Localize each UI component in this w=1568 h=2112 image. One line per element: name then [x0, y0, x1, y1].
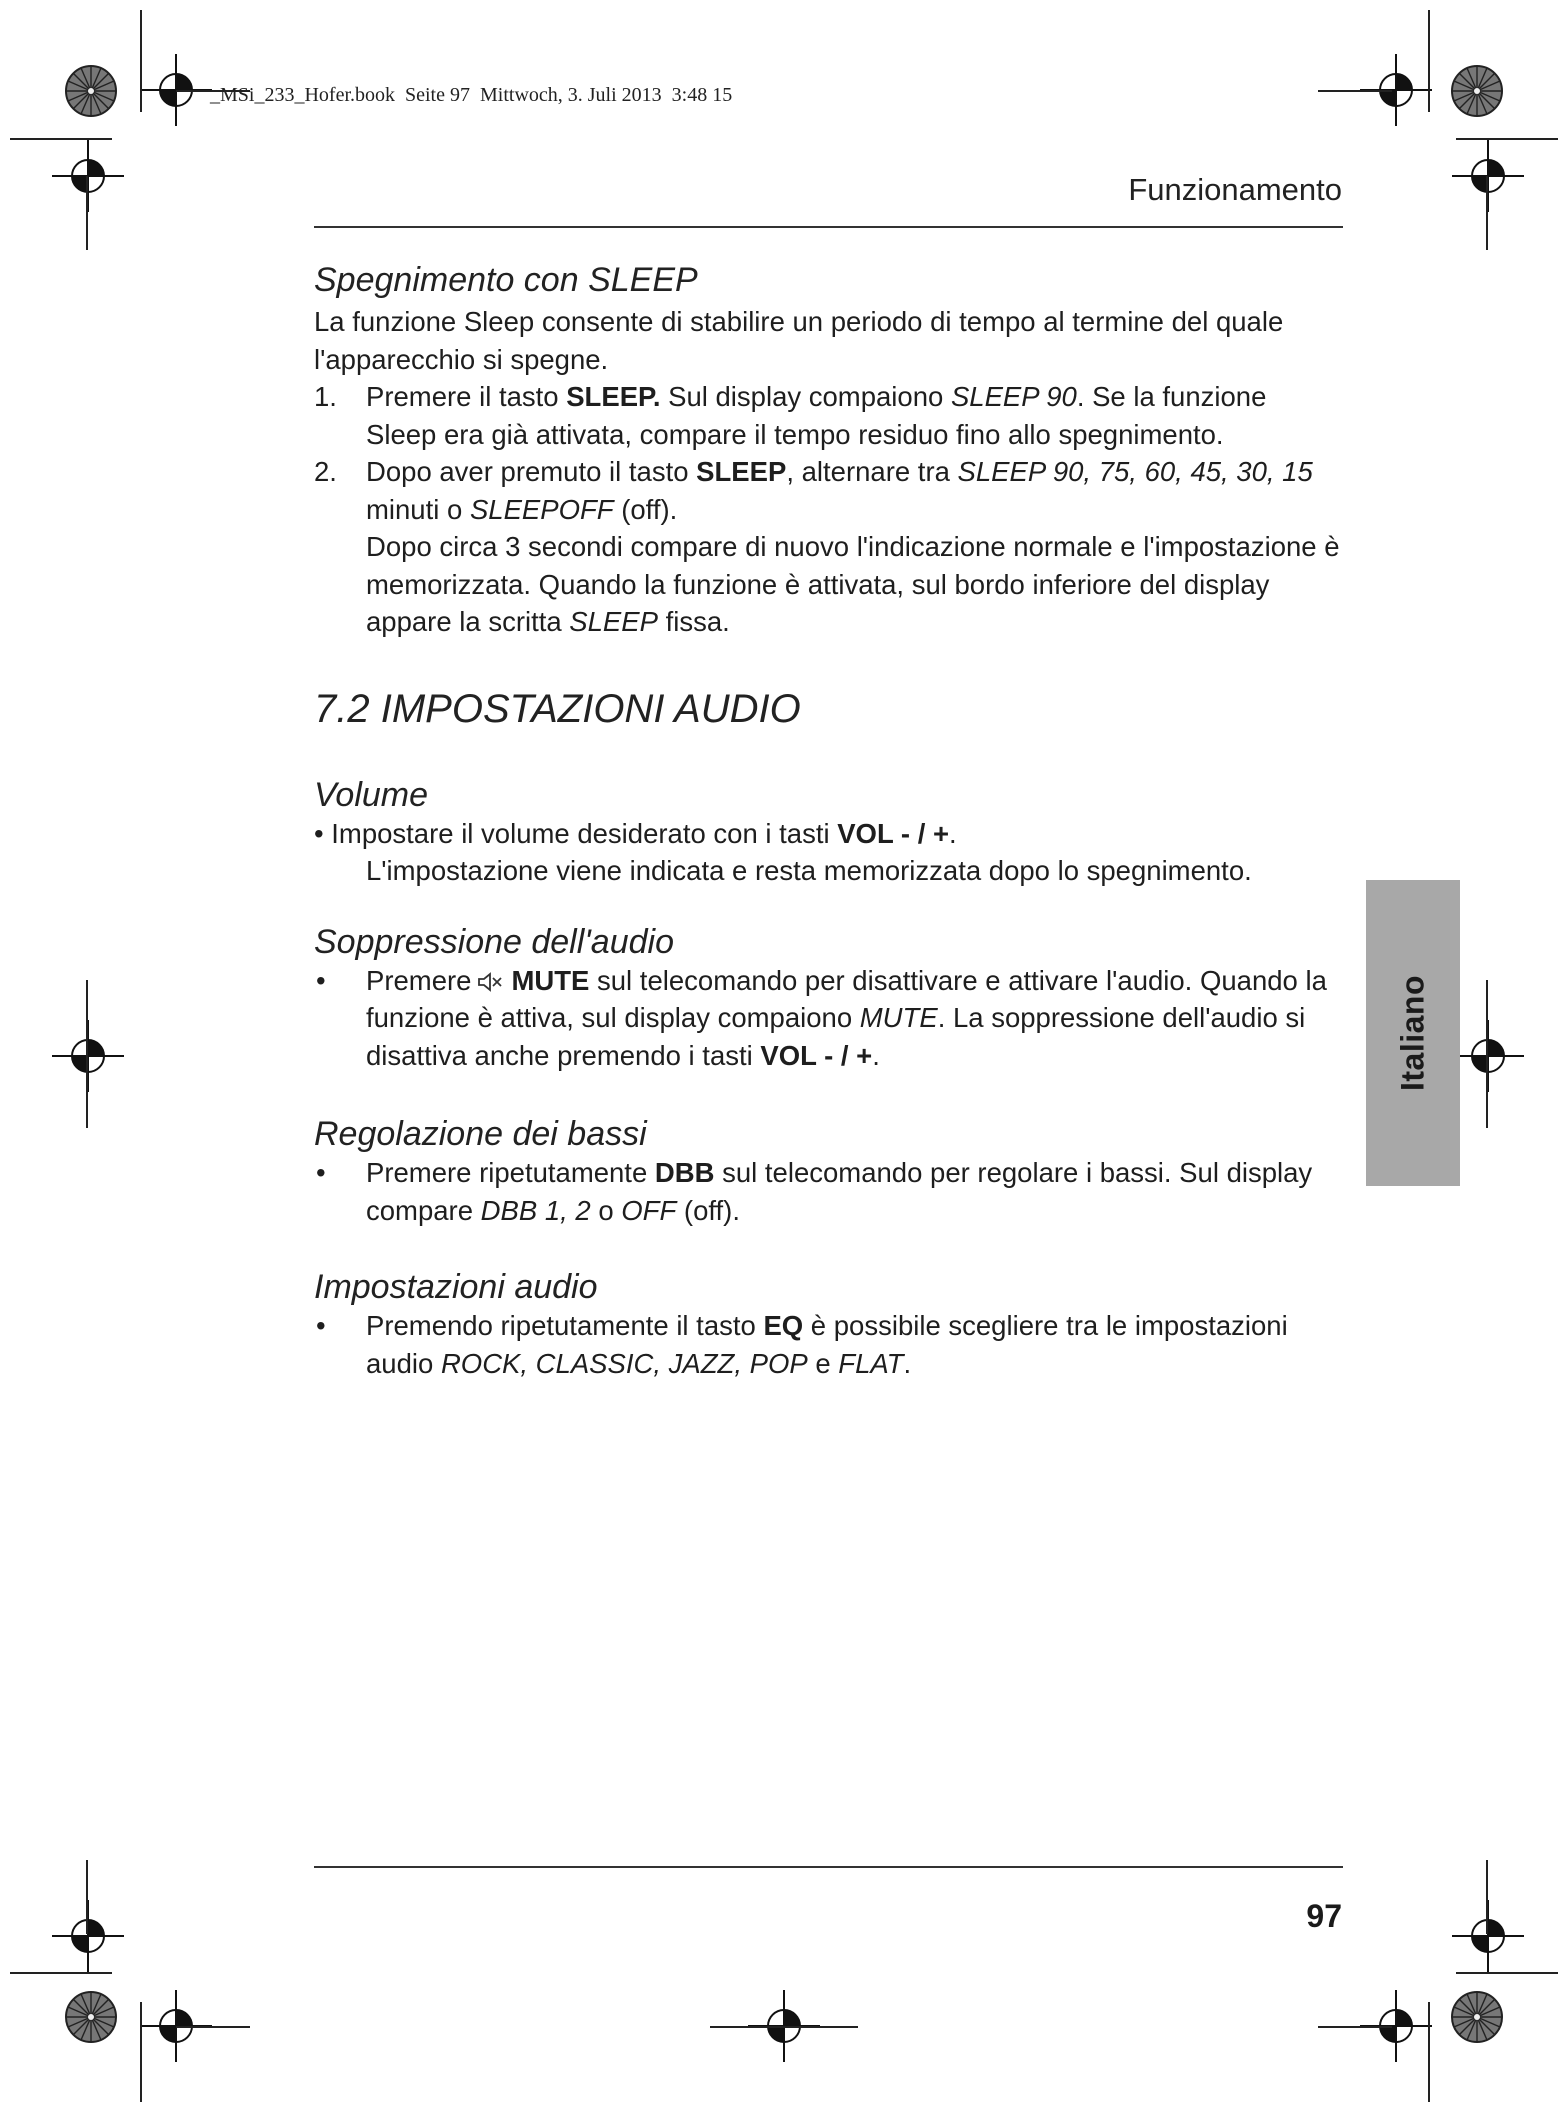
crop-line — [1428, 10, 1430, 112]
bass-bullet: • Premere ripetutamente DBB sul telecomando per regolare i bassi. Sul display compare DBB 1, 2 o OFF (off). — [314, 1154, 1344, 1229]
volume-continuation: L'impostazione viene indicata e resta memorizzata dopo lo spegnimento. — [366, 855, 1252, 886]
display-text: FLAT — [838, 1347, 904, 1379]
registration-mark-icon — [1452, 1020, 1524, 1092]
display-text: SLEEP — [569, 606, 658, 637]
section-heading: 7.2 IMPOSTAZIONI AUDIO — [314, 686, 801, 731]
sleep-step-2: 2. Dopo aver premuto il tasto SLEEP, alternare tra SLEEP 90, 75, 60, 45, 30, 15 minuti o SLEEPOFF (off). — [314, 453, 1344, 528]
bullet: • — [316, 964, 326, 996]
printer-star-mark-icon — [1450, 64, 1504, 118]
display-text: ROCK, CLASSIC, JAZZ, POP — [440, 1347, 808, 1379]
crop-line — [86, 1860, 88, 1934]
file-time: 3:48 15 — [671, 84, 733, 106]
header-rule — [314, 226, 1343, 228]
key-eq: EQ — [763, 1310, 804, 1341]
crop-line — [1486, 980, 1488, 1128]
crop-line — [140, 10, 142, 112]
language-side-tab — [1366, 880, 1460, 1186]
bullet: • — [316, 1310, 326, 1341]
display-text: MUTE — [859, 1002, 938, 1033]
crop-line — [710, 2026, 858, 2028]
crop-line — [140, 2002, 142, 2102]
bullet: • — [314, 817, 324, 849]
display-text: SLEEP 90, 75, 60, 45, 30, 15 — [957, 456, 1313, 487]
crop-line — [1486, 176, 1488, 250]
crop-line — [1428, 2002, 1430, 2102]
printer-star-mark-icon — [64, 64, 118, 118]
crop-line — [1486, 1860, 1488, 1934]
footer-rule — [314, 1866, 1343, 1868]
crop-line — [1456, 1972, 1558, 1974]
key-dbb: DBB — [654, 1157, 715, 1188]
crop-line — [1456, 138, 1558, 140]
file-info-slug — [210, 84, 732, 107]
sleep-intro: La funzione Sleep consente di stabilire un periodo di tempo al termine del quale l'apparecchio si spegne. — [314, 306, 1284, 375]
registration-mark-icon — [52, 140, 124, 212]
step-number: 2. — [314, 456, 337, 487]
file-name: _MSi_233_Hofer.book — [210, 84, 395, 106]
step-number: 1. — [314, 381, 337, 412]
registration-mark-icon — [1452, 1900, 1524, 1972]
crop-line — [86, 176, 88, 250]
display-text: SLEEP 90 — [950, 381, 1077, 412]
page-content — [314, 260, 1344, 1382]
sleep-step-2-continuation: Dopo circa 3 secondi compare di nuovo l'indicazione normale e l'impostazione è memorizzata. Quando la funzione è attivata, sul bordo inferiore del display appare la scritta SLEEP fissa. — [366, 531, 1340, 637]
display-text: DBB 1, 2 — [480, 1194, 591, 1226]
display-text: SLEEPOFF — [469, 493, 614, 525]
speaker-mute-icon — [477, 971, 503, 993]
key-sleep: SLEEP. — [566, 381, 661, 412]
display-text: OFF — [621, 1194, 677, 1226]
crop-line — [1318, 2026, 1392, 2028]
crop-line — [86, 980, 88, 1128]
crop-line — [1318, 90, 1392, 92]
bass-heading: Regolazione dei bassi — [314, 1115, 647, 1153]
file-date: Mittwoch, 3. Juli 2013 — [480, 84, 662, 106]
sleep-heading: Spegnimento con SLEEP — [314, 261, 698, 299]
registration-mark-icon — [52, 1020, 124, 1092]
language-label: Italiano — [1394, 974, 1431, 1092]
printer-star-mark-icon — [1450, 1990, 1504, 2044]
crop-line — [10, 1972, 112, 1974]
mute-heading: Soppressione dell'audio — [314, 922, 674, 961]
page-number: 97 — [1306, 1898, 1342, 1934]
printer-star-mark-icon — [64, 1990, 118, 2044]
key-sleep: SLEEP — [696, 456, 787, 487]
bullet: • — [316, 1157, 326, 1188]
eq-bullet: • Premendo ripetutamente il tasto EQ è possibile scegliere tra le impostazioni audio ROCK, CLASSIC, JAZZ, POP e FLAT. — [314, 1307, 1344, 1382]
volume-heading: Volume — [314, 775, 429, 814]
key-mute: MUTE — [511, 964, 590, 996]
key-vol: VOL - / + — [837, 817, 950, 849]
registration-mark-icon — [1452, 140, 1524, 212]
volume-bullet: • Impostare il volume desiderato con i tasti VOL - / +. — [314, 817, 957, 849]
crop-line — [10, 138, 112, 140]
mute-bullet: • Premere MUTE sul telecomando per disattivare e attivare l'audio. Quando la funzione è attiva, sul display compaiono MUTE. La soppressione dell'audio si disattiva anche premendo i tasti VOL - / +. — [314, 962, 1344, 1075]
eq-heading: Impostazioni audio — [314, 1268, 598, 1306]
sleep-step-1: 1. Premere il tasto SLEEP. Sul display compaiono SLEEP 90. Se la funzione Sleep era già attivata, compare il tempo residuo fino allo spegnimento. — [314, 378, 1344, 453]
crop-line — [176, 2026, 250, 2028]
key-vol: VOL - / + — [760, 1039, 873, 1071]
registration-mark-icon — [52, 1900, 124, 1972]
running-head: Funzionamento — [1128, 172, 1342, 207]
file-page: Seite 97 — [405, 84, 470, 106]
